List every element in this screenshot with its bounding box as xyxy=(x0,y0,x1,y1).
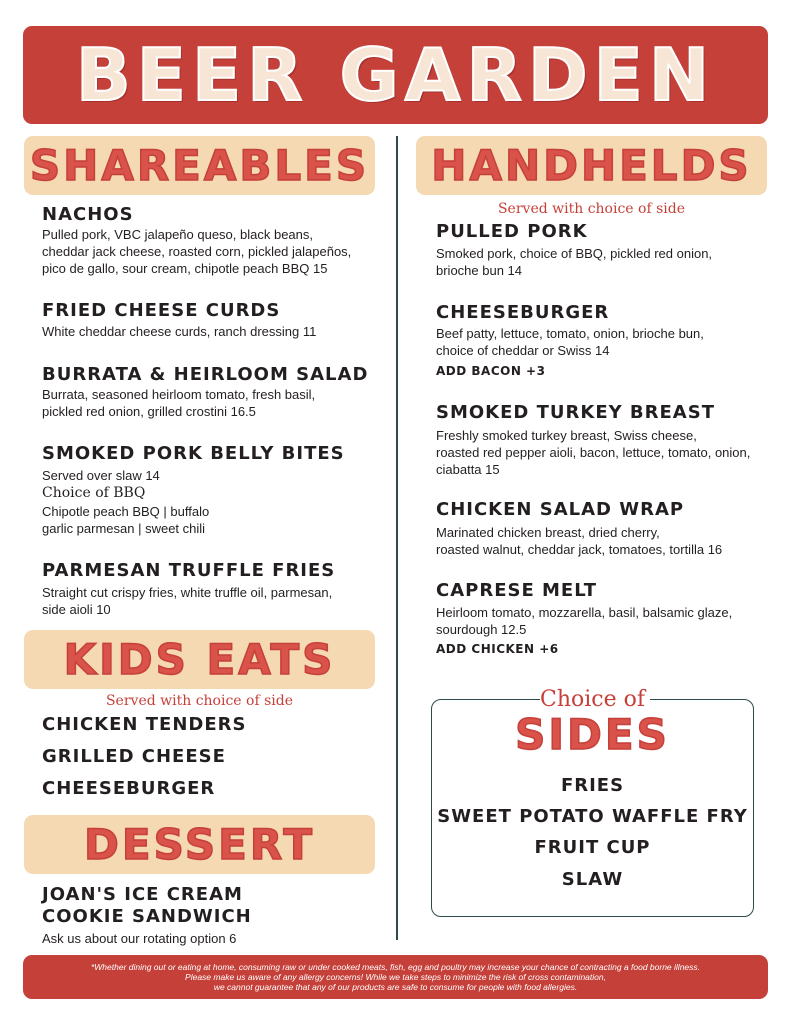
item-desc-line: Heirloom tomato, mozzarella, basil, balsamic glaze, xyxy=(436,605,733,620)
item-desc-line: Pulled pork, VBC jalapeño queso, black beans, xyxy=(42,227,314,242)
item-name-smoked-turkey: SMOKED TURKEY BREAST xyxy=(436,402,715,423)
shareables-title: SHAREABLES xyxy=(29,141,370,190)
side-item: SLAW xyxy=(561,869,624,890)
side-item: SWEET POTATO WAFFLE FRY xyxy=(437,806,748,827)
item-name-fried-cheese-curds: FRIED CHEESE CURDS xyxy=(42,300,281,321)
item-name-nachos: NACHOS xyxy=(42,204,134,225)
item-desc-line: Chipotle peach BBQ | buffalo xyxy=(42,504,210,519)
dessert-name-line: COOKIE SANDWICH xyxy=(42,906,252,927)
footer-line: Please make us aware of any allergy concerns! While we take steps to minimize the risk of cross contamination, xyxy=(185,972,606,982)
item-name-pulled-pork: PULLED PORK xyxy=(436,221,588,242)
item-desc-line: Burrata, seasoned heirloom tomato, fresh basil, xyxy=(42,387,316,402)
item-desc-line: sourdough 12.5 xyxy=(436,622,527,637)
footer-line: *Whether dining out or eating at home, consuming raw or under cooked meats, fish, egg and poultry may increase your chance of contracting a food borne illness. xyxy=(90,962,701,972)
kids-item: CHICKEN TENDERS xyxy=(42,714,247,735)
sides-choice-of: Choice of xyxy=(539,687,645,712)
item-name-burrata-salad: BURRATA & HEIRLOOM SALAD xyxy=(42,364,369,385)
item-desc-line: Smoked pork, choice of BBQ, pickled red onion, xyxy=(436,246,713,261)
item-desc-line: Beef patty, lettuce, tomato, onion, brioche bun, xyxy=(436,326,704,341)
allergy-footer xyxy=(23,955,768,999)
shareables-header xyxy=(24,136,375,195)
add-chicken-addon: ADD CHICKEN +6 xyxy=(436,642,559,656)
dessert-header xyxy=(24,815,375,874)
item-desc-line: Marinated chicken breast, dried cherry, xyxy=(436,525,660,540)
item-desc-line: roasted red pepper aioli, bacon, lettuce, tomato, onion, xyxy=(436,445,751,460)
item-name-truffle-fries: PARMESAN TRUFFLE FRIES xyxy=(42,560,336,581)
dessert-title: DESSERT xyxy=(84,820,315,869)
kids-item: CHEESEBURGER xyxy=(42,778,216,799)
item-desc-line: side aioli 10 xyxy=(42,602,111,617)
item-desc-line: cheddar jack cheese, roasted corn, pickled jalapeños, xyxy=(42,244,352,259)
item-desc-line: Freshly smoked turkey breast, Swiss cheese, xyxy=(436,428,697,443)
side-item: FRIES xyxy=(560,775,625,796)
sides-title: SIDES xyxy=(515,710,670,759)
item-desc-line: brioche bun 14 xyxy=(436,263,523,278)
item-desc-line: White cheddar cheese curds, ranch dressing 11 xyxy=(42,324,317,339)
item-name-pork-belly-bites: SMOKED PORK BELLY BITES xyxy=(42,443,345,464)
item-name-chicken-salad-wrap: CHICKEN SALAD WRAP xyxy=(436,499,685,520)
kids-item: GRILLED CHEESE xyxy=(42,746,226,767)
item-desc-line: ciabatta 15 xyxy=(436,462,500,477)
item-name-cheeseburger: CHEESEBURGER xyxy=(436,302,610,323)
item-name-caprese-melt: CAPRESE MELT xyxy=(436,580,597,601)
column-divider xyxy=(396,136,398,940)
item-desc-line: pickled red onion, grilled crostini 16.5 xyxy=(42,404,256,419)
item-desc-line: roasted walnut, cheddar jack, tomatoes, tortilla 16 xyxy=(436,542,723,557)
item-desc-line: choice of cheddar or Swiss 14 xyxy=(436,343,610,358)
kids-eats-title: KIDS EATS xyxy=(63,635,336,684)
item-desc-line: Served over slaw 14 xyxy=(42,468,160,483)
menu-title: BEER GARDEN xyxy=(75,33,716,117)
side-item: FRUIT CUP xyxy=(534,837,651,858)
choice-of-bbq-label: Choice of BBQ xyxy=(42,485,146,501)
dessert-desc: Ask us about our rotating option 6 xyxy=(42,931,237,946)
dessert-name-line: JOAN'S ICE CREAM xyxy=(42,884,243,905)
handhelds-side-note: Served with choice of side xyxy=(497,201,686,217)
item-desc-line: pico de gallo, sour cream, chipotle peach BBQ 15 xyxy=(42,261,328,276)
add-bacon-addon: ADD BACON +3 xyxy=(436,364,546,378)
item-desc-line: garlic parmesan | sweet chili xyxy=(42,521,206,536)
footer-line: we cannot guarantee that any of our products are safe to consume for people with food allergies. xyxy=(213,982,578,992)
kids-side-note: Served with choice of side xyxy=(105,693,294,709)
handhelds-header xyxy=(416,136,767,195)
handhelds-title: HANDHELDS xyxy=(431,141,752,190)
title-banner xyxy=(23,26,768,124)
item-desc-line: Straight cut crispy fries, white truffle oil, parmesan, xyxy=(42,585,333,600)
kids-eats-header xyxy=(24,630,375,689)
